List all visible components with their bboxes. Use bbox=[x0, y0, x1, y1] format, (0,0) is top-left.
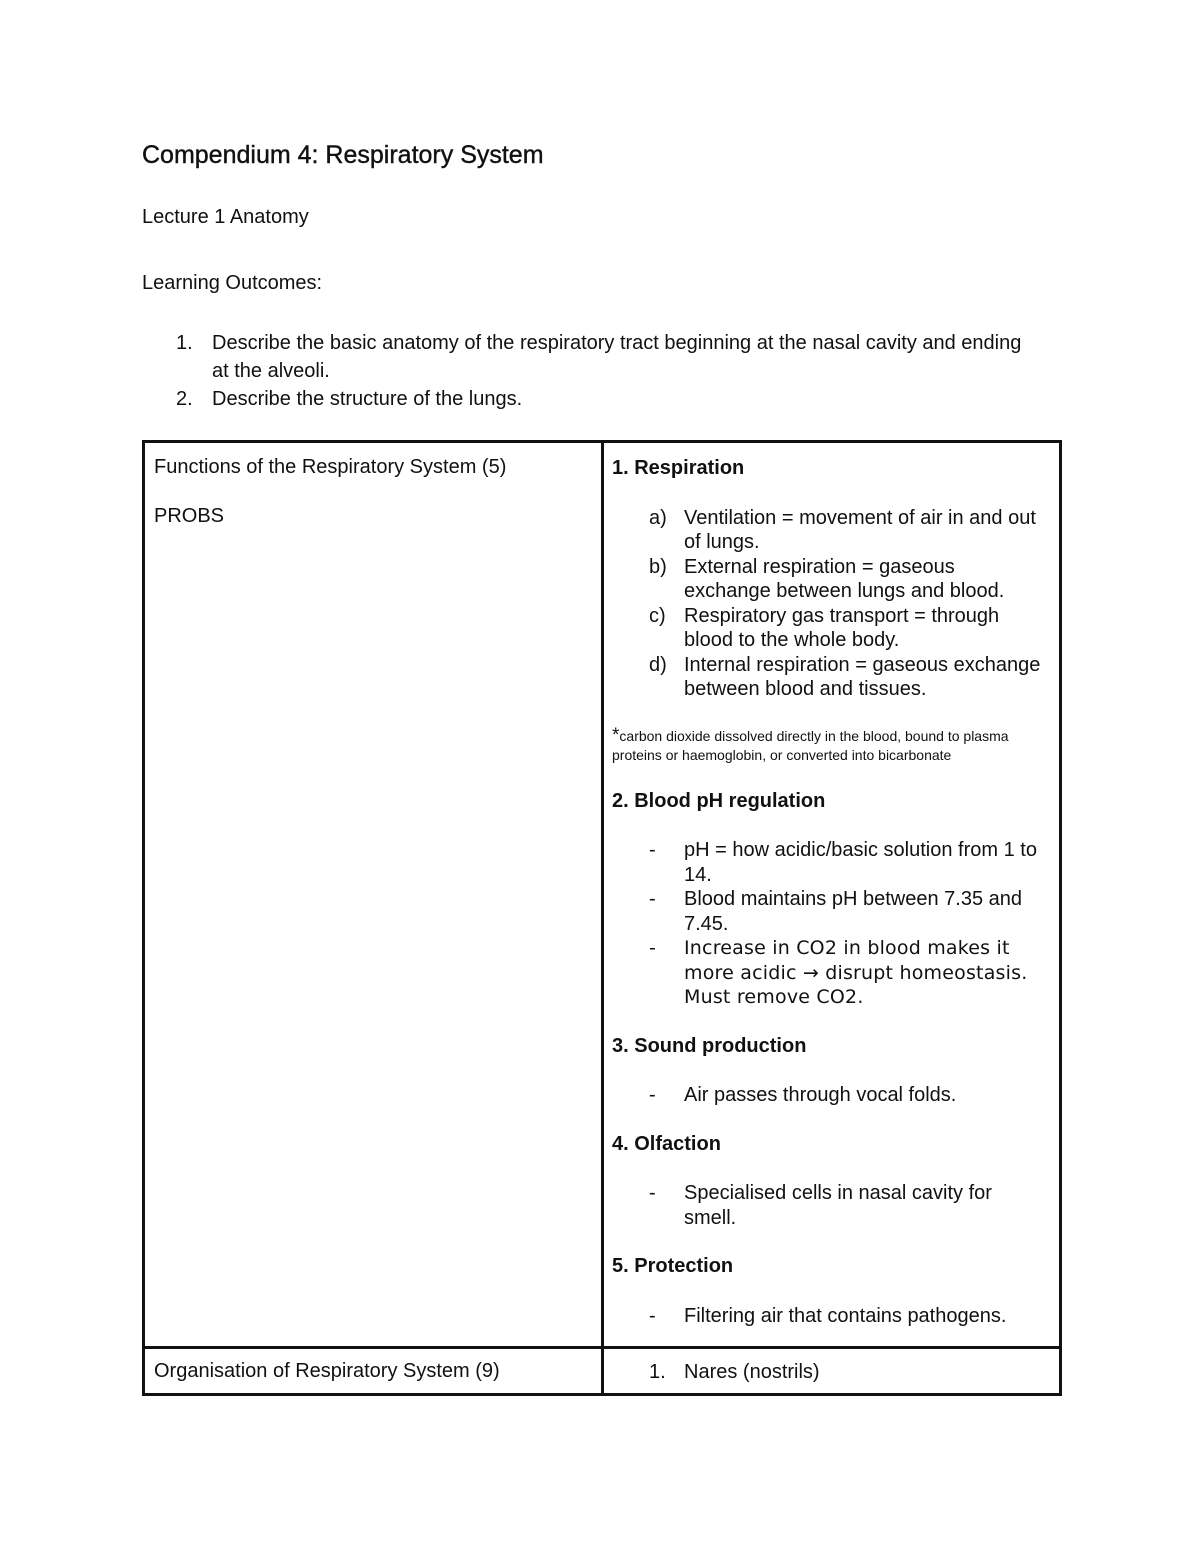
list-text: pH = how acidic/basic solution from 1 to 14. bbox=[684, 839, 1037, 886]
outcome-text: Describe the structure of the lungs. bbox=[212, 388, 523, 410]
sound-section bbox=[612, 1034, 1045, 1108]
sound-list bbox=[612, 1083, 1045, 1108]
list-item bbox=[612, 887, 1045, 936]
list-marker: d) bbox=[649, 653, 667, 676]
notes-table bbox=[142, 440, 1062, 1396]
list-text: Blood maintains pH between 7.35 and 7.45. bbox=[684, 888, 1023, 935]
list-text: Nares (nostrils) bbox=[684, 1361, 820, 1383]
protection-list bbox=[612, 1304, 1045, 1329]
list-marker: - bbox=[649, 1084, 656, 1106]
outcome-number: 2. bbox=[176, 388, 193, 410]
list-marker: 1. bbox=[649, 1361, 666, 1383]
list-text: External respiration = gaseous exchange between lungs and blood. bbox=[684, 555, 1005, 602]
outcome-item bbox=[142, 385, 1042, 413]
list-item bbox=[612, 555, 1045, 604]
footnote-asterisk: * bbox=[612, 724, 620, 746]
organisation-detail-cell bbox=[603, 1348, 1061, 1395]
list-item bbox=[612, 1360, 1045, 1385]
list-item bbox=[612, 604, 1045, 653]
section-heading: 4. Olfaction bbox=[612, 1132, 721, 1155]
list-text: Filtering air that contains pathogens. bbox=[684, 1304, 1007, 1327]
list-item bbox=[612, 1304, 1045, 1329]
list-item bbox=[612, 936, 1045, 1010]
section-heading: 1. Respiration bbox=[612, 457, 745, 479]
respiration-list bbox=[612, 506, 1045, 702]
organisation-heading: Organisation of Respiratory System (9) bbox=[154, 1360, 500, 1382]
list-marker: b) bbox=[649, 555, 667, 578]
olfaction-section bbox=[612, 1132, 1045, 1231]
respiration-section bbox=[612, 456, 1045, 765]
functions-topic-cell bbox=[144, 442, 603, 1348]
list-marker: - bbox=[649, 1182, 656, 1204]
ph-list bbox=[612, 838, 1045, 1010]
list-item bbox=[612, 1181, 1045, 1230]
mnemonic-text: PROBS bbox=[154, 505, 225, 527]
organisation-row bbox=[144, 1348, 1061, 1395]
list-marker: - bbox=[649, 888, 656, 910]
list-marker: - bbox=[649, 937, 657, 959]
outcome-number: 1. bbox=[176, 332, 193, 354]
lecture-subtitle: Lecture 1 Anatomy bbox=[142, 206, 309, 228]
learning-outcomes-list bbox=[142, 329, 1042, 413]
protection-section bbox=[612, 1254, 1045, 1328]
list-item bbox=[612, 506, 1045, 555]
list-item bbox=[612, 653, 1045, 702]
list-text: Increase in CO2 in blood makes it more acidic → disrupt homeostasis. Must remove CO2. bbox=[684, 937, 1028, 1008]
list-text: Respiratory gas transport = through blood to the whole body. bbox=[684, 604, 1000, 651]
list-text: Specialised cells in nasal cavity for smell. bbox=[684, 1182, 992, 1229]
section-heading: 5. Protection bbox=[612, 1255, 734, 1277]
list-text: Ventilation = movement of air in and out of lungs. bbox=[684, 506, 1036, 553]
olfaction-list bbox=[612, 1181, 1045, 1230]
list-marker: - bbox=[649, 839, 656, 861]
footnote bbox=[612, 726, 1045, 765]
list-item bbox=[612, 838, 1045, 887]
functions-detail-cell bbox=[603, 442, 1061, 1348]
list-text: Air passes through vocal folds. bbox=[684, 1084, 957, 1106]
list-marker: a) bbox=[649, 506, 667, 529]
ph-section bbox=[612, 789, 1045, 1010]
outcome-text: Describe the basic anatomy of the respiratory tract beginning at the nasal cavity and ending at the alveoli. bbox=[212, 332, 1022, 382]
functions-heading: Functions of the Respiratory System (5) bbox=[154, 456, 507, 478]
section-heading: 2. Blood pH regulation bbox=[612, 789, 826, 812]
footnote-text: carbon dioxide dissolved directly in the blood, bound to plasma proteins or haemoglobin, or converted into bicarbonate bbox=[612, 727, 1009, 763]
list-marker: - bbox=[649, 1304, 656, 1327]
outcome-item bbox=[142, 329, 1042, 385]
functions-row bbox=[144, 442, 1061, 1348]
learning-outcomes-label: Learning Outcomes: bbox=[142, 272, 323, 294]
list-marker: c) bbox=[649, 604, 666, 627]
list-text: Internal respiration = gaseous exchange between blood and tissues. bbox=[684, 653, 1041, 700]
section-heading: 3. Sound production bbox=[612, 1034, 807, 1057]
organisation-topic-cell bbox=[144, 1348, 603, 1395]
document-title: Compendium 4: Respiratory System bbox=[142, 141, 544, 169]
list-item bbox=[612, 1083, 1045, 1108]
organisation-list bbox=[612, 1360, 1045, 1385]
